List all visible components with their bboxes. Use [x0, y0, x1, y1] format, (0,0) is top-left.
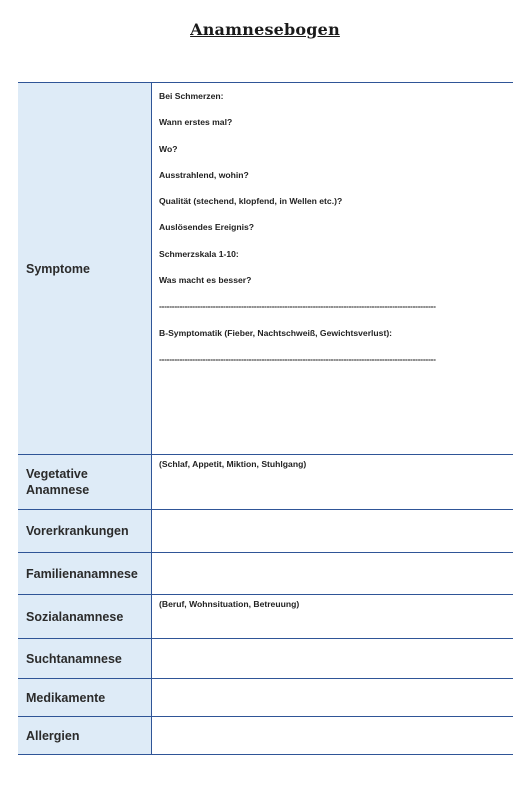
label-medikamente: Medikamente	[18, 679, 152, 717]
field-sozialanamnese[interactable]	[152, 595, 514, 639]
row-vegetative-anamnese	[18, 455, 513, 510]
hint-sozialanamnese: (Beruf, Wohnsituation, Betreuung)	[159, 599, 300, 609]
row-symptome	[18, 83, 513, 455]
dashed-separator: ------------------------------------------------------------------------------------------------------------	[159, 301, 436, 312]
question-ausstrahlend: Ausstrahlend, wohin?	[159, 169, 249, 180]
page-title: Anamnesebogen	[190, 20, 340, 39]
row-allergien	[18, 717, 513, 755]
row-medikamente	[18, 679, 513, 717]
field-symptome[interactable]	[152, 83, 514, 455]
field-vorerkrankungen[interactable]	[152, 510, 514, 553]
label-allergien: Allergien	[18, 717, 152, 755]
field-familienanamnese[interactable]	[152, 553, 514, 595]
question-wo: Wo?	[159, 143, 178, 154]
hint-vegetative: (Schlaf, Appetit, Miktion, Stuhlgang)	[159, 459, 307, 469]
question-ausloesendes-ereignis: Auslösendes Ereignis?	[159, 222, 255, 233]
label-suchtanamnese: Suchtanamnese	[18, 639, 152, 679]
field-suchtanamnese[interactable]	[152, 639, 514, 679]
dashed-separator: ------------------------------------------------------------------------------------------------------------	[159, 353, 436, 364]
field-vegetative-anamnese[interactable]	[152, 455, 514, 510]
label-vorerkrankungen: Vorerkrankungen	[18, 510, 152, 553]
row-vorerkrankungen	[18, 510, 513, 553]
question-bei-schmerzen: Bei Schmerzen:	[159, 91, 224, 101]
label-familienanamnese: Familienanamnese	[18, 553, 152, 595]
label-vegetative-anamnese: Vegetative Anamnese	[18, 455, 152, 510]
anamnesis-form-table	[18, 82, 513, 755]
question-schmerzskala: Schmerzskala 1-10:	[159, 248, 239, 259]
field-medikamente[interactable]	[152, 679, 514, 717]
label-sozialanamnese: Sozialanamnese	[18, 595, 152, 639]
label-symptome: Symptome	[18, 83, 152, 455]
question-b-symptomatik: B-Symptomatik (Fieber, Nachtschweiß, Gewichtsverlust):	[159, 327, 393, 338]
row-suchtanamnese	[18, 639, 513, 679]
row-familienanamnese	[18, 553, 513, 595]
row-sozialanamnese	[18, 595, 513, 639]
field-allergien[interactable]	[152, 717, 514, 755]
question-qualitaet: Qualität (stechend, klopfend, in Wellen etc.)?	[159, 196, 343, 207]
question-was-macht-es-besser: Was macht es besser?	[159, 275, 252, 286]
question-wann-erstes-mal: Wann erstes mal?	[159, 117, 233, 128]
